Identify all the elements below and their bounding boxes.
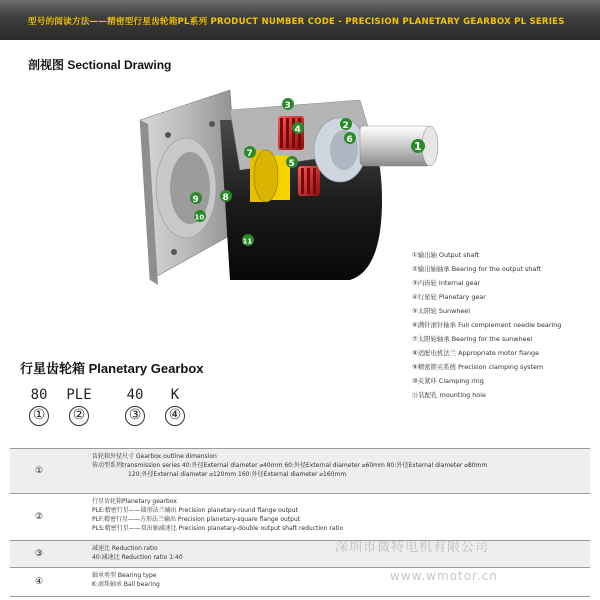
code-part — [64, 386, 94, 426]
row-line: 传动型系列transmission series 40:外径External diameter ⌀40mm 60:外径External diameter ⌀60mm 80:外径External diameter ⌀80mm — [92, 462, 488, 469]
legend-item: ⑩夹紧环 Clamping ring — [412, 377, 484, 385]
table-row — [10, 540, 590, 567]
code-number-circle: ② — [69, 406, 89, 426]
svg-text:7: 7 — [246, 149, 253, 159]
legend-item: ②输出轴轴承 Bearing for the output shaft — [412, 265, 541, 273]
svg-text:4: 4 — [294, 125, 301, 135]
code-number-circle: ④ — [165, 406, 185, 426]
row-line: 120:外径External diameter ⌀120mm 160:外径External diameter ⌀160mm — [128, 471, 347, 478]
svg-text:8: 8 — [222, 193, 229, 203]
code-part — [120, 386, 150, 426]
code-explanation-table — [10, 448, 590, 597]
row-line: K:滚珠轴承 Ball bearing — [92, 581, 160, 588]
legend-item: ③内齿轮 Internal gear — [412, 279, 481, 287]
row-content — [92, 449, 590, 479]
legend-item: ①输出轴 Output shaft — [412, 251, 480, 259]
table-row — [10, 448, 590, 493]
row-line: PLE:精密行星——圆形法兰输出 Precision planetary-round flange output — [92, 507, 298, 514]
row-number: ③ — [34, 549, 44, 559]
row-line: 行星齿轮箱Planetary gearbox — [92, 498, 177, 505]
row-number: ① — [34, 466, 44, 476]
row-number: ② — [34, 512, 44, 522]
row-line: 减速比 Reduction ratio — [92, 545, 158, 552]
legend-item: ⑦太阳轮轴承 Bearing for the sunwheel — [412, 335, 533, 343]
row-line: 轴承类型 Bearing type — [92, 572, 157, 579]
sectional-drawing-title: 剖视图 Sectional Drawing — [28, 58, 172, 72]
row-number: ④ — [34, 577, 44, 587]
svg-text:10: 10 — [194, 213, 205, 222]
legend-item: ⑪装配孔 mounting hole — [412, 391, 486, 399]
model-code — [24, 386, 204, 432]
callout-1-glyph: 1 — [414, 140, 422, 153]
code-value: 80 — [30, 387, 48, 403]
component-legend — [412, 248, 598, 402]
code-part — [160, 386, 190, 426]
code-value: PLE — [66, 387, 92, 403]
table-row — [10, 493, 590, 540]
table-row — [10, 567, 590, 597]
row-content — [92, 568, 590, 589]
code-number-circle: ③ — [125, 406, 145, 426]
planetary-gearbox-title: 行星齿轮箱 Planetary Gearbox — [20, 361, 204, 376]
row-line: PLS:精密行星——双出轴减速比 Precision planetary-double output shaft reduction ratio — [92, 525, 344, 532]
title-banner — [0, 0, 600, 40]
svg-text:11: 11 — [242, 237, 253, 246]
svg-text:2: 2 — [342, 121, 349, 131]
gearbox-sectional-illustration — [120, 80, 450, 290]
legend-item: ④行星轮 Planetary gear — [412, 293, 486, 301]
code-part — [24, 386, 54, 426]
banner-title: 型号的阅读方法——精密型行星齿轮箱PL系列 PRODUCT NUMBER CODE - PRECISION PLANETARY GEARBOX PL SERIES — [28, 17, 565, 27]
watermark-url: www.wmotor.cn — [390, 569, 498, 583]
svg-text:3: 3 — [284, 101, 291, 111]
row-line: 40:减速比 Reduction ratio 1:40 — [92, 554, 183, 561]
legend-item: ⑤太阳轮 Sunwheel — [412, 307, 471, 315]
svg-text:9: 9 — [192, 195, 199, 205]
svg-text:5: 5 — [288, 159, 295, 169]
legend-item: ⑥满针滚针轴承 Full complement needle bearing — [412, 321, 562, 329]
row-content — [92, 494, 590, 533]
legend-item: ⑧适配电机法兰 Appropriate motor flange — [412, 349, 540, 357]
code-number-circle: ① — [29, 406, 49, 426]
svg-text:6: 6 — [346, 135, 353, 145]
row-line: PLF:精密行星——方形法兰输出 Precision planetary-square flange output — [92, 516, 301, 523]
legend-item: ⑨精密锁夹系统 Precision clamping system — [412, 363, 544, 371]
code-value: K — [170, 387, 180, 403]
watermark-company: 深圳市微特电机有限公司 — [335, 540, 490, 555]
row-line: 齿轮箱外径尺寸 Gearbox outline dimension — [92, 453, 217, 460]
code-value: 40 — [126, 387, 144, 403]
